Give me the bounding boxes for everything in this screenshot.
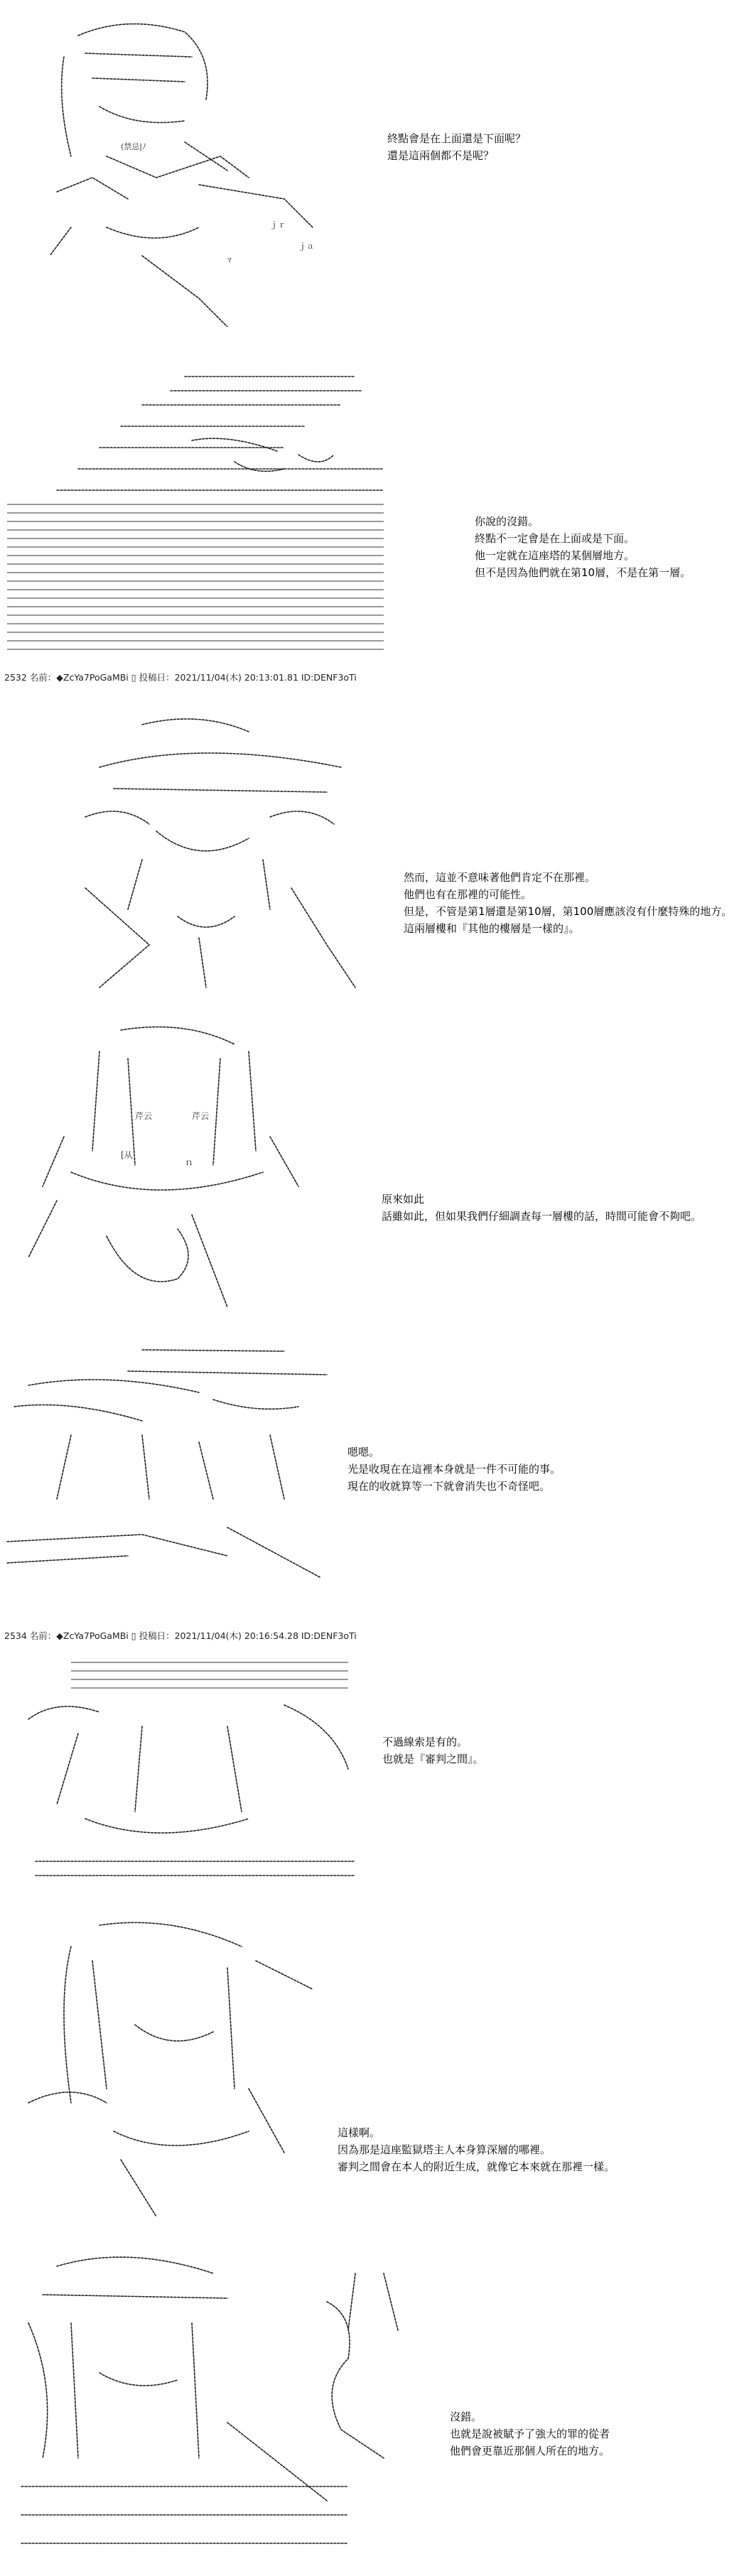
art-label: ﾏ: [227, 256, 232, 265]
dialog-line: 話雖如此，但如果我們仔細調查每一層樓的話，時間可能會不夠吧。: [382, 1210, 702, 1223]
ascii-art-character-3: [14, 1023, 320, 1321]
dialog-box: [450, 2408, 610, 2459]
ascii-art-character-4: [0, 1343, 370, 1606]
dialog-box: [338, 2124, 615, 2175]
dialog-box: [382, 1191, 701, 1225]
art-label: ｎ: [185, 1157, 194, 1167]
dialog-line: 他們會更靠近那個人所在的地方。: [450, 2445, 610, 2457]
ascii-art-character-7: [14, 2245, 419, 2572]
dialog-line: 原來如此: [382, 1193, 425, 1206]
ascii-art-character-6: [14, 1918, 334, 2224]
dialog-box: [382, 1733, 484, 1768]
panel-2: [0, 334, 744, 668]
dialog-line: 這兩層樓和『其他的樓層是一樣的』。: [404, 922, 580, 935]
panel-5: [0, 1328, 744, 1627]
dialog-line: 他們也有在那裡的可能性。: [404, 888, 532, 901]
art-label: (禁忌|ﾉ: [121, 142, 146, 151]
panel-1: [0, 0, 744, 334]
ascii-art-tower-stairs: [0, 362, 398, 668]
dialog-line: 現在的收就算等一下就會消失也不奇怪吧。: [347, 1480, 551, 1493]
panel-4: [0, 1009, 744, 1328]
post-header: 2532 名前：◆ZcYa7PoGaMBi ▯ 投稿日：2021/11/04(木) 20:13:01.81 ID:DENF3oTi: [4, 672, 357, 683]
panel-6: [0, 1648, 744, 1904]
dialog-line: 因為那是這座監獄塔主人本身算深層的哪裡。: [338, 2143, 551, 2156]
art-label: 芹云: [135, 1111, 153, 1121]
ascii-art-character-5: [14, 1648, 377, 1904]
dialog-line: 嗯嗯。: [347, 1446, 380, 1459]
dialog-box: [347, 1444, 561, 1495]
dialog-line: 也就是說被賦予了強大的罪的從者: [450, 2428, 610, 2440]
ascii-art-character-2: [57, 710, 384, 1002]
dialog-line: 審判之間會在本人的附近生成，就像它本來就在那裡一樣。: [338, 2160, 615, 2173]
dialog-line: 終點會是在上面還是下面呢？: [387, 132, 527, 145]
panel-8: [0, 2238, 744, 2576]
dialog-line: 不過線索是有的。: [382, 1736, 468, 1748]
dialog-line: 沒錯。: [450, 2410, 482, 2423]
post-header: 2534 名前：◆ZcYa7PoGaMBi ▯ 投稿日：2021/11/04(木) 20:16:54.28 ID:DENF3oTi: [4, 1630, 357, 1641]
art-label: ｊａ: [298, 242, 314, 251]
dialog-line: 這樣啊。: [338, 2126, 381, 2139]
dialog-box: [404, 869, 732, 937]
art-label: 芹云: [192, 1111, 210, 1121]
dialog-box: [475, 513, 691, 581]
dialog-line: 終點不一定會是在上面或是下面。: [475, 532, 635, 545]
art-label: ｊｒ: [270, 220, 286, 229]
dialog-line: 但不是因為他們就在第10層，不是在第一層。: [475, 566, 691, 579]
dialog-line: 然而，這並不意味著他們肯定不在那裡。: [404, 871, 596, 884]
dialog-line: 他一定就在這座塔的某個層地方。: [475, 549, 635, 562]
dialog-line: 你說的沒錯。: [475, 515, 539, 528]
ascii-art-character-1: [14, 14, 334, 327]
dialog-line: 還是這兩個都不是呢？: [387, 149, 495, 162]
panel-7: [0, 1904, 744, 2238]
dialog-box: [387, 130, 526, 164]
dialog-line: 但是，不管是第1層還是第10層，第100層應該沒有什麼特殊的地方。: [404, 905, 733, 918]
dialog-line: 光是收現在在這裡本身就是一件不可能的事。: [347, 1463, 561, 1476]
dialog-line: 也就是『審判之間』。: [382, 1753, 484, 1765]
panel-3: [0, 689, 744, 1009]
art-label: [从: [121, 1150, 133, 1160]
